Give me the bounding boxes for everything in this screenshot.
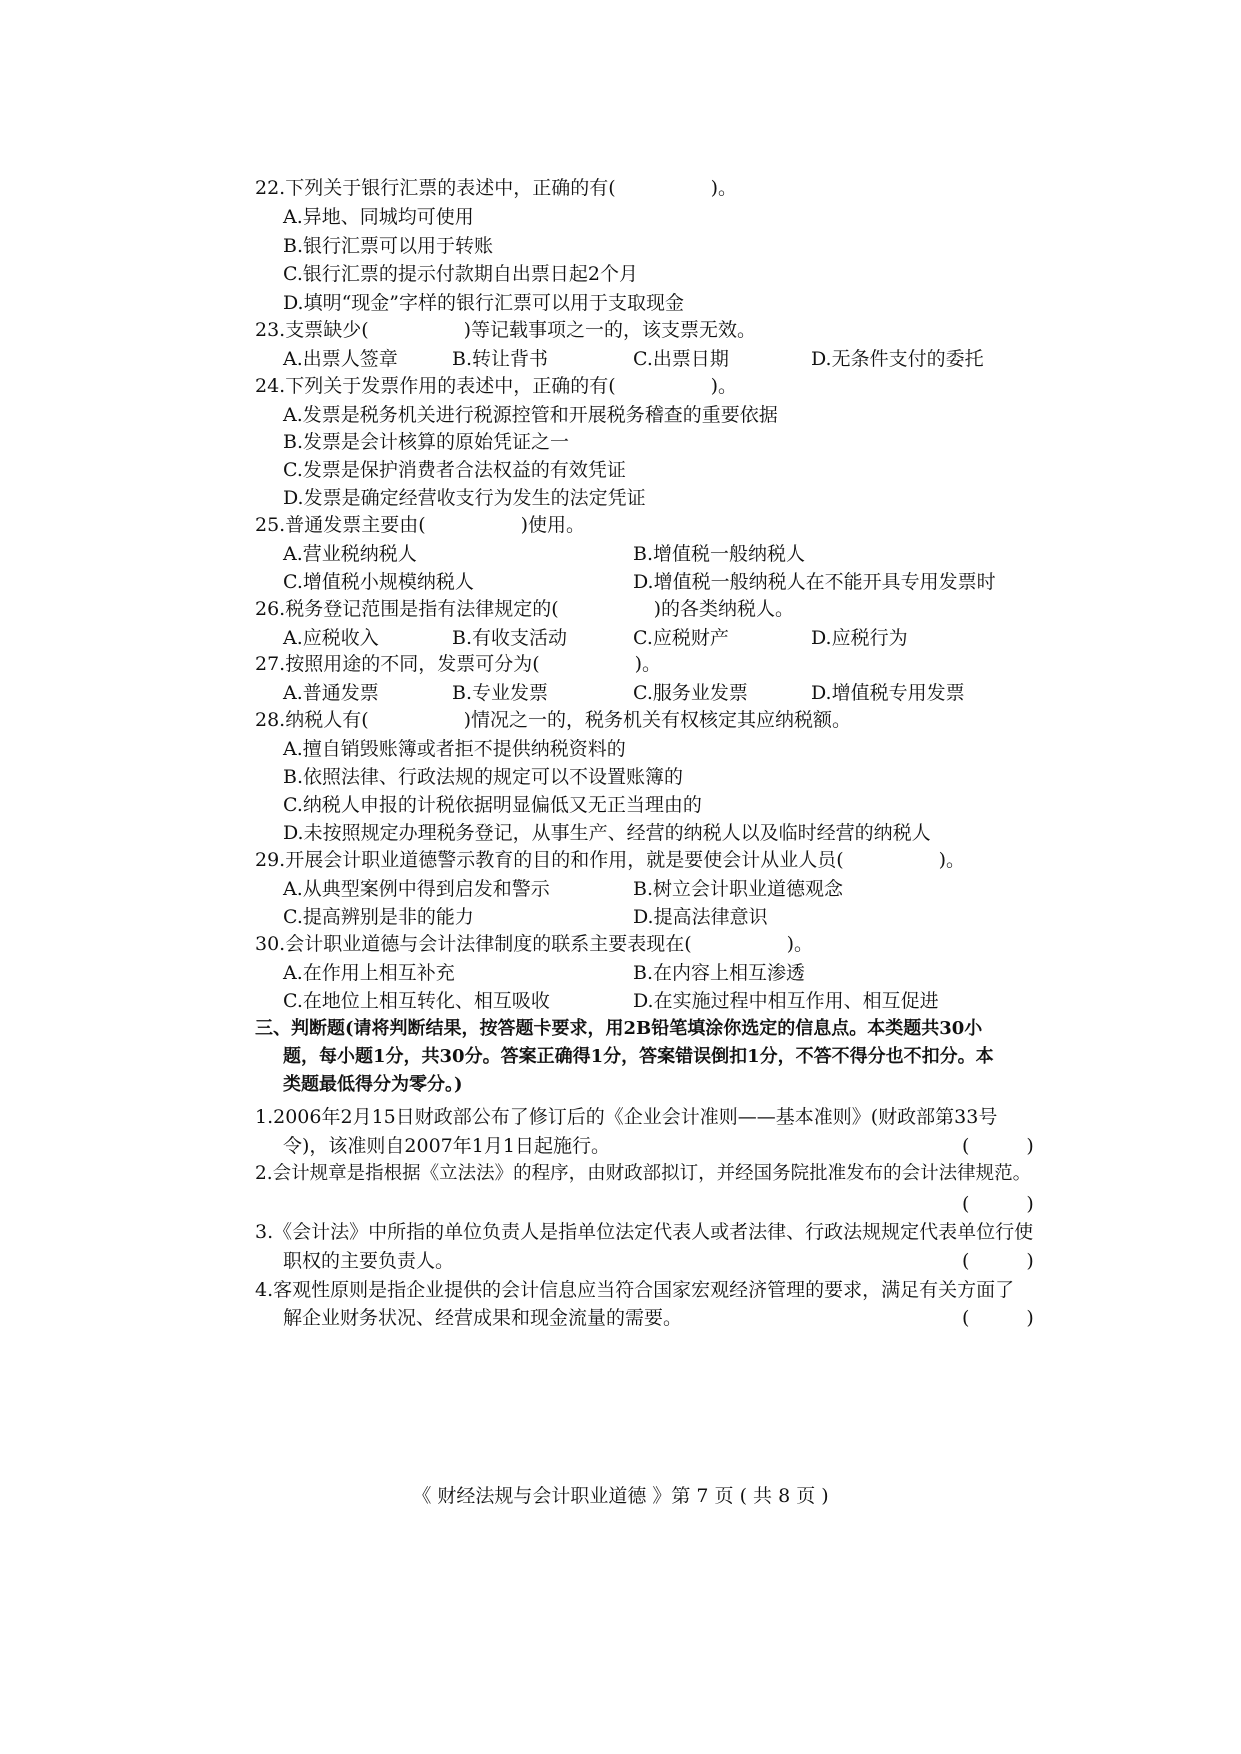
question-24-option-a: A.发票是税务机关进行税源控管和开展税务稽查的重要依据 (283, 404, 778, 426)
question-24-option-d: D.发票是确定经营收支行为发生的法定凭证 (283, 487, 646, 509)
judgment-1-line-2: 令)，该准则自2007年1月1日起施行。 (283, 1135, 610, 1157)
question-28-option-c: C.纳税人申报的计税依据明显偏低又无正当理由的 (283, 794, 702, 816)
question-25-option-d: D.增值税一般纳税人在不能开具专用发票时 (633, 571, 996, 593)
question-26-option-c: C.应税财产 (633, 627, 729, 649)
judgment-4-line-1: 4.客观性原则是指企业提供的会计信息应当符合国家宏观经济管理的要求，满足有关方面了 (255, 1279, 1015, 1301)
question-30-option-b: B.在内容上相互渗透 (633, 962, 806, 984)
judgment-1-answer-blank: ( ) (962, 1135, 1034, 1157)
question-24-option-c: C.发票是保护消费者合法权益的有效凭证 (283, 459, 626, 481)
question-29-option-b: B.树立会计职业道德观念 (633, 878, 844, 900)
question-30-stem: 30.会计职业道德与会计法律制度的联系主要表现在( )。 (255, 933, 814, 955)
question-23-option-a: A.出票人签章 (283, 348, 398, 370)
question-28-option-b: B.依照法律、行政法规的规定可以不设置账簿的 (283, 766, 684, 788)
question-27-option-c: C.服务业发票 (633, 682, 748, 704)
question-27-option-a: A.普通发票 (283, 682, 379, 704)
question-29-option-a: A.从典型案例中得到启发和警示 (283, 878, 550, 900)
question-22-option-b: B.银行汇票可以用于转账 (283, 235, 494, 257)
question-23-option-d: D.无条件支付的委托 (811, 348, 984, 370)
question-23-option-b: B.转让背书 (452, 348, 549, 370)
page-footer: 《 财经法规与会计职业道德 》第 7 页 ( 共 8 页 ) (412, 1485, 829, 1507)
section-3-heading: 三、判断题(请将判断结果，按答题卡要求，用2B铅笔填涂你选定的信息点。本类题共30小 (255, 1018, 983, 1039)
judgment-3-answer-blank: ( ) (962, 1250, 1034, 1272)
question-23-stem: 23.支票缺少( )等记载事项之一的，该支票无效。 (255, 319, 757, 341)
judgment-3-line-1: 3.《会计法》中所指的单位负责人是指单位法定代表人或者法律、行政法规规定代表单位行使 (255, 1221, 1034, 1243)
question-30-option-a: A.在作用上相互补充 (283, 962, 455, 984)
question-25-option-a: A.营业税纳税人 (283, 543, 417, 565)
question-22-option-d: D.填明“现金”字样的银行汇票可以用于支取现金 (283, 292, 685, 314)
question-27-stem: 27.按照用途的不同，发票可分为( )。 (255, 653, 662, 675)
question-28-stem: 28.纳税人有( )情况之一的，税务机关有权核定其应纳税额。 (255, 709, 852, 731)
question-22-stem: 22.下列关于银行汇票的表述中，正确的有( )。 (255, 177, 738, 199)
question-30-option-c: C.在地位上相互转化、相互吸收 (283, 990, 550, 1012)
question-22-option-a: A.异地、同城均可使用 (283, 206, 474, 228)
question-22-option-c: C.银行汇票的提示付款期自出票日起2个月 (283, 263, 638, 285)
question-26-stem: 26.税务登记范围是指有法律规定的( )的各类纳税人。 (255, 598, 795, 620)
judgment-4-answer-blank: ( ) (962, 1307, 1034, 1329)
judgment-2-line-1: 2.会计规章是指根据《立法法》的程序，由财政部拟订，并经国务院批准发布的会计法律规范。 (255, 1163, 1032, 1184)
section-3-instructions-line-3: 类题最低得分为零分。) (283, 1074, 463, 1095)
question-30-option-d: D.在实施过程中相互作用、相互促进 (633, 990, 939, 1012)
question-25-option-c: C.增值税小规模纳税人 (283, 571, 474, 593)
question-23-option-c: C.出票日期 (633, 348, 729, 370)
question-25-stem: 25.普通发票主要由( )使用。 (255, 514, 586, 536)
question-27-option-d: D.增值税专用发票 (811, 682, 965, 704)
judgment-4-line-2: 解企业财务状况、经营成果和现金流量的需要。 (283, 1307, 683, 1329)
question-29-option-d: D.提高法律意识 (633, 906, 768, 928)
question-26-option-b: B.有收支活动 (452, 627, 568, 649)
section-3-instructions-line-2: 题，每小题1分，共30分。答案正确得1分，答案错误倒扣1分，不答不得分也不扣分。本 (283, 1046, 994, 1067)
question-24-option-b: B.发票是会计核算的原始凭证之一 (283, 431, 570, 453)
question-26-option-d: D.应税行为 (811, 627, 908, 649)
question-24-stem: 24.下列关于发票作用的表述中，正确的有( )。 (255, 375, 738, 397)
judgment-2-answer-blank: ( ) (962, 1193, 1034, 1215)
question-28-option-a: A.擅自销毁账簿或者拒不提供纳税资料的 (283, 738, 626, 760)
question-27-option-b: B.专业发票 (452, 682, 549, 704)
question-29-option-c: C.提高辨别是非的能力 (283, 906, 474, 928)
judgment-1-line-1: 1.2006年2月15日财政部公布了修订后的《企业会计准则——基本准则》(财政部第33号 (255, 1106, 998, 1128)
question-28-option-d: D.未按照规定办理税务登记，从事生产、经营的纳税人以及临时经营的纳税人 (283, 822, 931, 844)
question-29-stem: 29.开展会计职业道德警示教育的目的和作用，就是要使会计从业人员( )。 (255, 849, 966, 871)
judgment-3-line-2: 职权的主要负责人。 (283, 1250, 455, 1272)
question-26-option-a: A.应税收入 (283, 627, 379, 649)
question-25-option-b: B.增值税一般纳税人 (633, 543, 806, 565)
